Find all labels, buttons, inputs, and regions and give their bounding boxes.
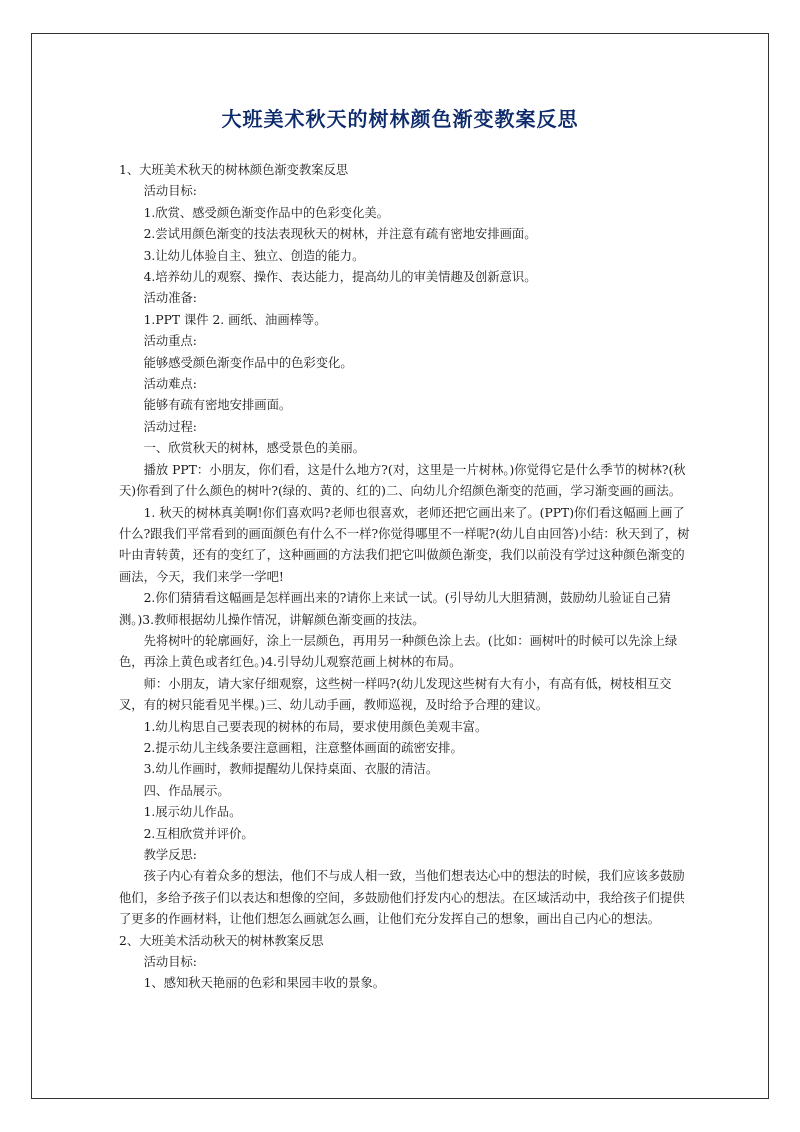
paragraph: 孩子内心有着众多的想法，他们不与成人相一致，当他们想表达心中的想法的时候，我们应该多鼓励他们，多给予孩子们以表达和想像的空间，多鼓励他们抒发内心的想法。在区域活动中，我给孩子们提供了更多的作画材料，让他们想怎么画就怎么画，让他们充分发挥自己的想象，画出自己内心的想法。	[119, 869, 685, 927]
paragraph: 活动目标:	[143, 955, 197, 970]
paragraph: 四、作品展示。	[143, 783, 230, 798]
paragraph: 能够感受颜色渐变作品中的色彩变化。	[143, 355, 353, 370]
paragraph: 一、欣赏秋天的树林，感受景色的美丽。	[143, 441, 365, 456]
paragraph: 2.互相欣赏并评价。	[143, 826, 254, 841]
paragraph: 1.幼儿构思自己要表现的树林的布局，要求使用颜色美观丰富。	[143, 719, 488, 734]
paragraph: 2.尝试用颜色渐变的技法表现秋天的树林，并注意有疏有密地安排画面。	[143, 227, 537, 242]
paragraph: 活动难点:	[143, 377, 197, 392]
paragraph: 4.培养幼儿的观察、操作、表达能力，提高幼儿的审美情趣及创新意识。	[143, 270, 537, 285]
paragraph: 活动重点:	[143, 334, 197, 349]
paragraph: 播放 PPT：小朋友，你们看，这是什么地方?(对，这里是一片树林。)你觉得它是什么季节的树林?(秋天)你看到了什么颜色的树叶?(绿的、黄的、红的)二、向幼儿介绍颜色渐变的范画，学习渐变画的画法。	[119, 462, 686, 499]
paragraph: 师：小朋友，请大家仔细观察，这些树一样吗?(幼儿发现这些树有大有小，有高有低，树枝相互交叉，有的树只能看见半棵。)三、幼儿动手画，教师巡视，及时给予合理的建议。	[119, 676, 672, 713]
paragraph: 先将树叶的轮廓画好，涂上一层颜色，再用另一种颜色涂上去。(比如：画树叶的时候可以先涂上绿色，再涂上黄色或者红色。)4.引导幼儿观察范画上树林的布局。	[119, 633, 678, 670]
paragraph: 1.欣赏、感受颜色渐变作品中的色彩变化美。	[143, 205, 389, 220]
paragraph: 1.展示幼儿作品。	[143, 805, 242, 820]
paragraph: 能够有疏有密地安排画面。	[143, 398, 292, 413]
paragraph: 1、感知秋天艳丽的色彩和果园丰收的景象。	[143, 976, 386, 991]
section-heading: 2、大班美术活动秋天的树林教案反思	[119, 933, 324, 948]
paragraph: 活动过程:	[143, 419, 197, 434]
paragraph: 活动准备:	[143, 291, 197, 306]
section-heading: 1、大班美术秋天的树林颜色渐变教案反思	[119, 163, 349, 177]
paragraph: 1.PPT 课件 2. 画纸、油画棒等。	[143, 312, 327, 327]
document-body	[119, 160, 691, 995]
paragraph: 2.你们猜猜看这幅画是怎样画出来的?请你上来试一试。(引导幼儿大胆猜测，鼓励幼儿验证自己猜测。)3.教师根据幼儿操作情况，讲解颜色渐变画的技法。	[119, 591, 671, 627]
paragraph: 活动目标:	[143, 184, 197, 199]
paragraph: 3.让幼儿体验自主、独立、创造的能力。	[143, 248, 365, 263]
paragraph: 教学反思:	[143, 848, 197, 862]
paragraph: 1. 秋天的树林真美啊!你们喜欢吗?老师也很喜欢，老师还把它画出来了。(PPT)你们看这幅画上画了什么?跟我们平常看到的画面颜色有什么不一样?你觉得哪里不一样呢?(幼儿自由回答)小结：秋天到了，树叶由青转黄，还有的变红了，这种画画的方法我们把它叫做颜色渐变，我们以前没有学过这种颜色渐变的画法，今天，我们来学一学吧!	[119, 505, 690, 584]
document-title: 大班美术秋天的树林颜色渐变教案反思	[221, 107, 579, 131]
paragraph: 2.提示幼儿主线条要注意画粗，注意整体画面的疏密安排。	[143, 740, 463, 755]
paragraph: 3.幼儿作画时，教师提醒幼儿保持桌面、衣服的清洁。	[143, 762, 439, 777]
